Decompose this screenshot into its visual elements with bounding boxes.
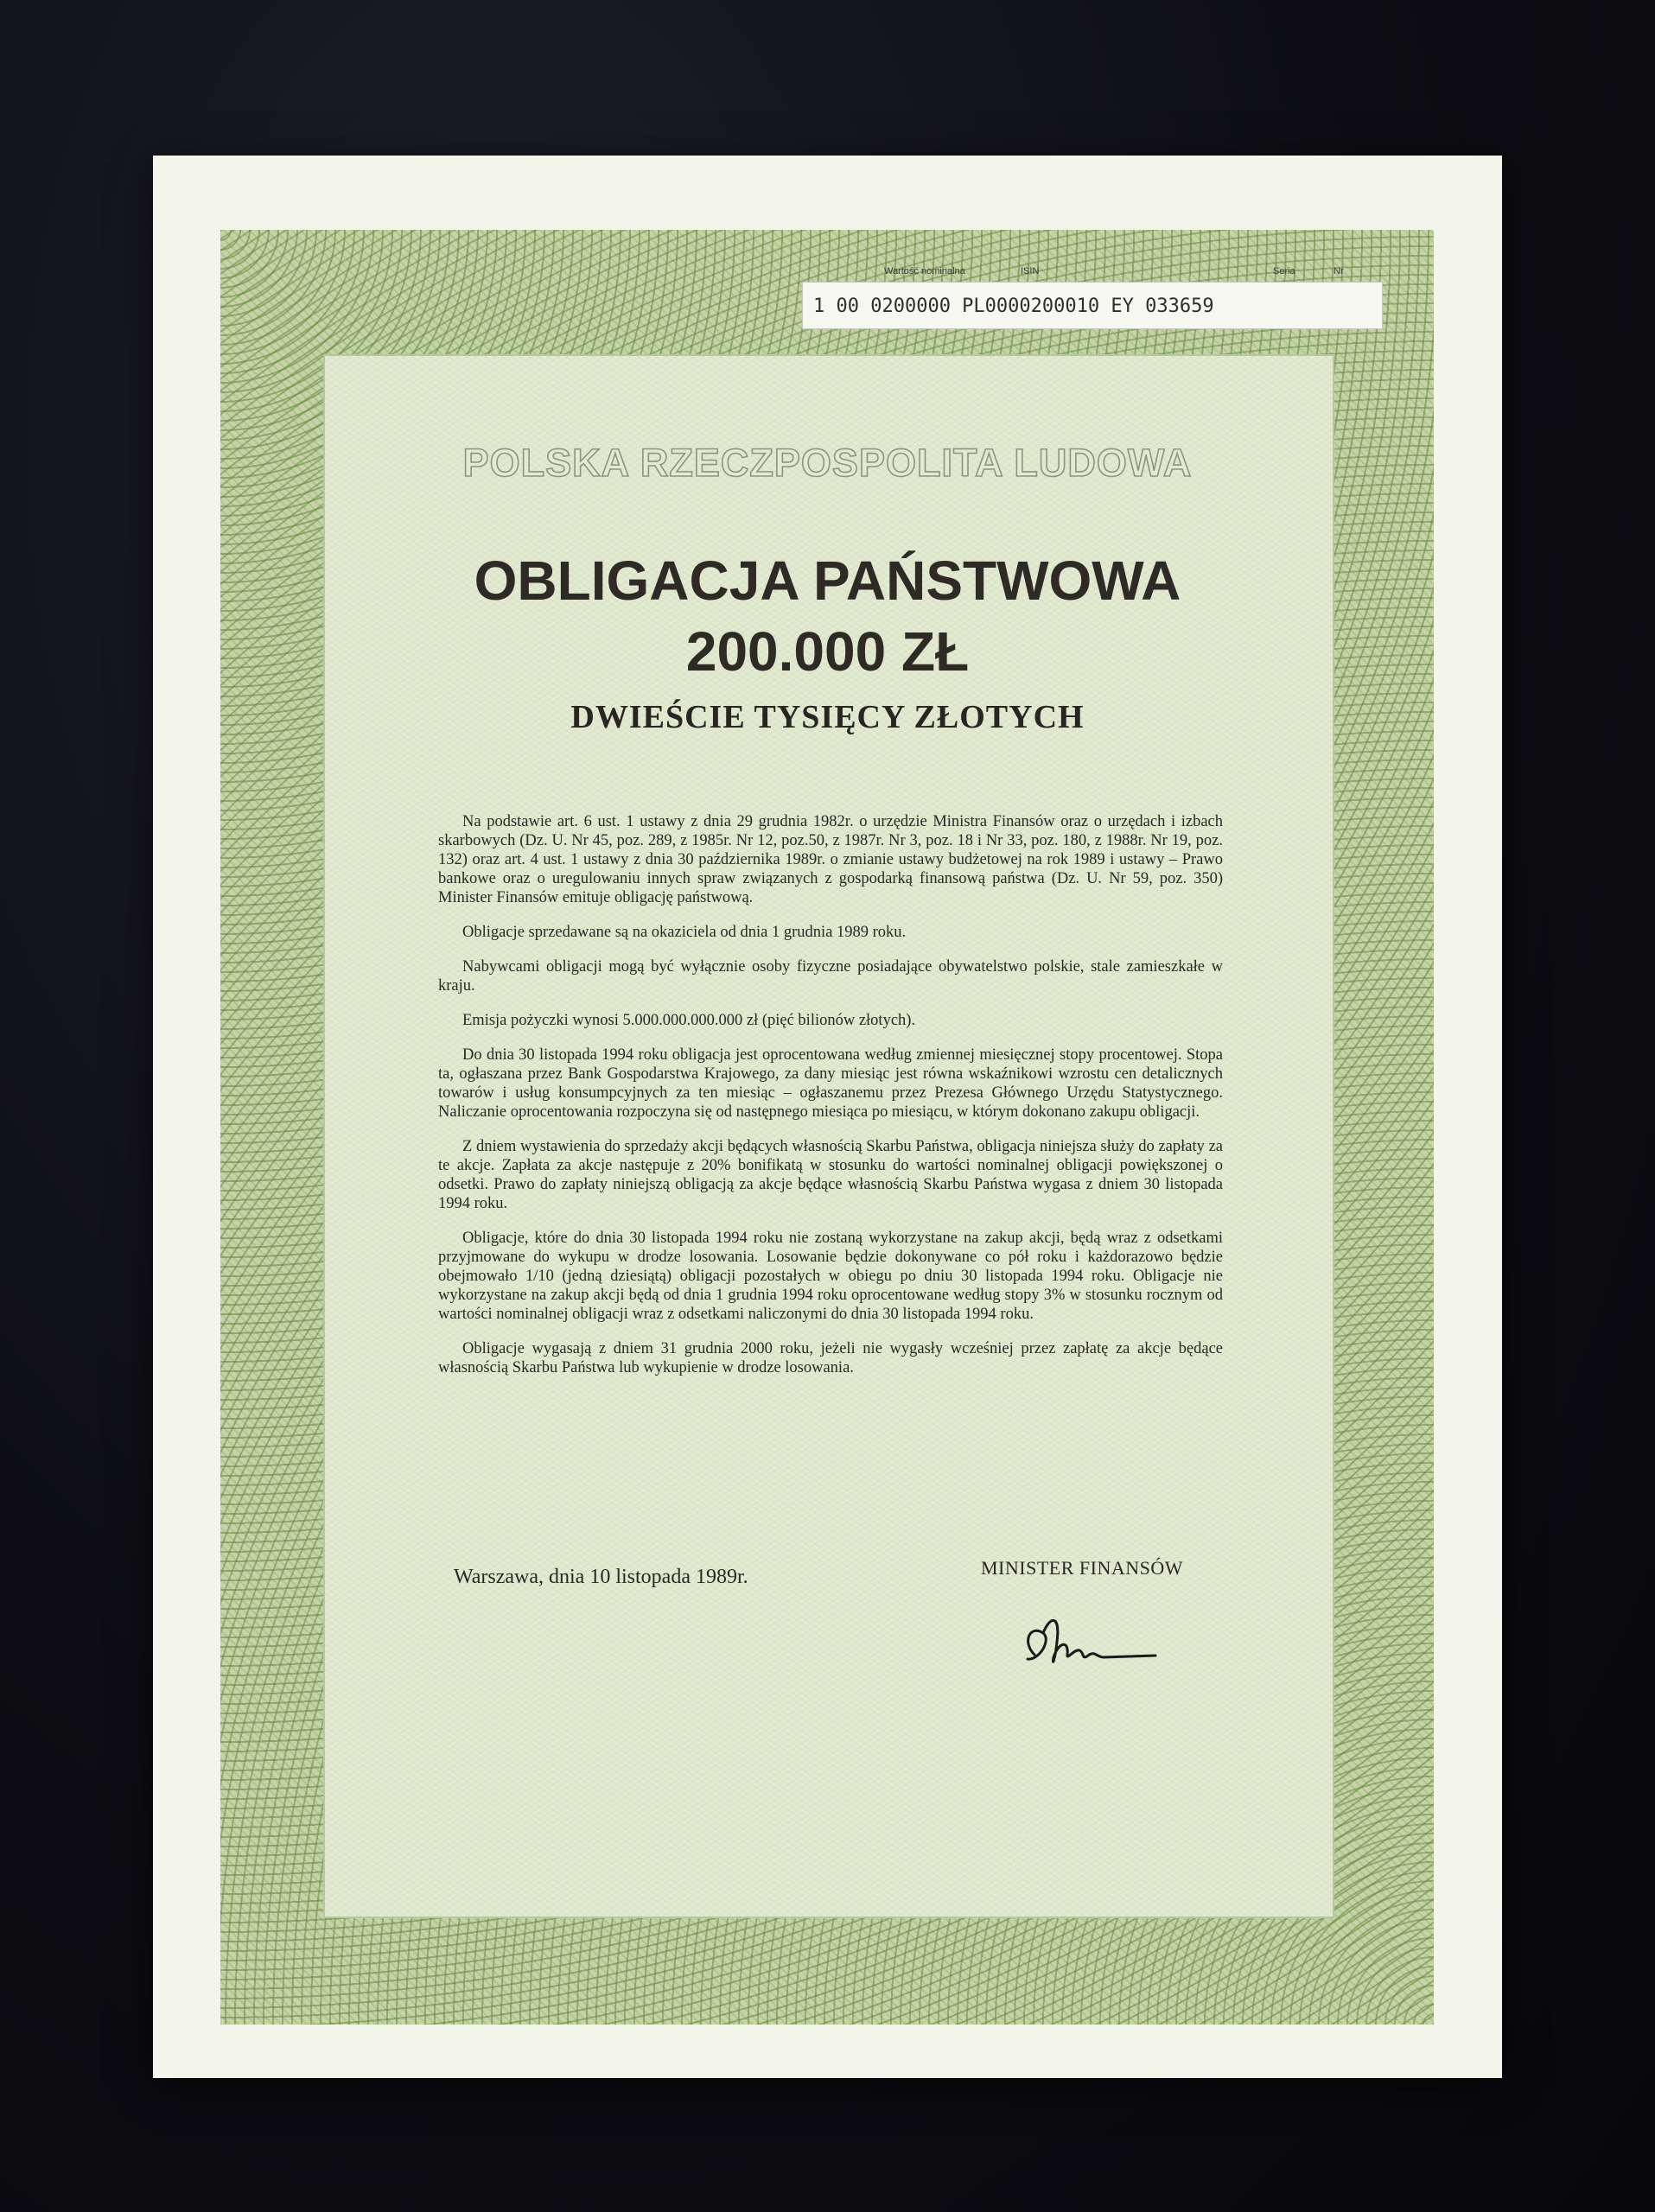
country-name: POLSKA RZECZPOSPOLITA LUDOWA: [462, 441, 1193, 485]
terms-paragraph: Na podstawie art. 6 ust. 1 ustawy z dnia 29 grudnia 1982r. o urzędzie Ministra Finansów oraz o urzędach i izbach skarbowych (Dz. U. Nr 45, poz. 289, z 1985r. Nr 12, poz.50, z 1987r. Nr 3, poz. 18 i Nr 33, poz. 180, z 1988r. Nr 19, poz. 132) oraz art. 4 ust. 1 ustawy z dnia 30 października 1989r. o zmianie ustawy budżetowej na rok 1989 i ustawy – Prawo bankowe oraz o uregulowaniu innych spraw związanych z gospodarką finansową państwa (Dz. U. Nr 59, poz. 350) Minister Finansów emituje obligację państwową.: [438, 813, 1223, 906]
bond-amount: 200.000 ZŁ: [685, 620, 970, 683]
terms-paragraph: Do dnia 30 listopada 1994 roku obligacja jest oprocentowana według zmiennej miesięcznej stopy procentowej. Stopa ta, ogłaszana przez Bank Gospodarstwa Krajowego, za dany miesiąc jest równa wskaźnikowi wzrostu cen detalicznych towarów i usług konsumpcyjnych za ten miesiąc – ogłaszanemu przez Prezesa Głównego Urzędu Statystycznego. Naliczanie oprocentowania rozpoczyna się od następnego miesiąca po miesiącu, w którym dokonano zakupu obligacji.: [438, 1046, 1223, 1121]
bond-amount-words: DWIEŚCIE TYSIĘCY ZŁOTYCH: [570, 699, 1085, 735]
signatory-title: MINISTER FINANSÓW: [981, 1557, 1183, 1579]
label-number: Nr: [1334, 266, 1344, 276]
terms-paragraph: Obligacje sprzedawane są na okaziciela od dnia 1 grudnia 1989 roku.: [462, 924, 907, 941]
label-isin: ISIN: [1021, 266, 1040, 276]
serial-number-box: 1 00 0200000 PL0000200010 EY 033659: [802, 282, 1383, 329]
terms-text: [438, 812, 1223, 1393]
terms-paragraph: Nabywcami obligacji mogą być wyłącznie osoby fizyczne posiadające obywatelstwo polskie, stale zamieszkałe w kraju.: [438, 958, 1223, 995]
terms-paragraph: Obligacje wygasają z dniem 31 grudnia 2000 roku, jeżeli nie wygasły wcześniej przez zapłatę za akcje będące własnością Skarbu Państwa lub wykupienie w drodze losowania.: [438, 1340, 1223, 1376]
place-and-date: Warszawa, dnia 10 listopada 1989r.: [454, 1566, 748, 1588]
handwritten-signature: [1017, 1607, 1190, 1685]
bond-title: OBLIGACJA PAŃSTWOWA: [474, 550, 1181, 612]
label-nominal-value: Wartość nominalna: [884, 266, 965, 276]
serial-labels: [884, 266, 1472, 282]
terms-paragraph: Emisja pożyczki wynosi 5.000.000.000.000 zł (pięć bilionów złotych).: [462, 1012, 916, 1029]
label-series: Seria: [1273, 266, 1295, 276]
terms-paragraph: Obligacje, które do dnia 30 listopada 1994 roku nie zostaną wykorzystane na zakup akcji, będą wraz z odsetkami przyjmowane do wykupu w drodze losowania. Losowanie będzie dokonywane co pół roku i każdorazowo będzie obejmowało 1/10 (jedną dziesiątą) obligacji pozostałych w obiegu po dniu 30 listopada 1994 roku. Obligacje nie wykorzystane na zakup akcji będą od dnia 1 grudnia 1994 roku oprocentowane według stopy 3% w stosunku rocznym od wartości nominalnej obligacji wraz z odsetkami naliczonymi do dnia 30 listopada 1994 roku.: [438, 1230, 1223, 1323]
terms-paragraph: Z dniem wystawienia do sprzedaży akcji będących własnością Skarbu Państwa, obligacja niniejsza służy do zapłaty za te akcje. Zapłata za akcje następuje z 20% bonifikatą w stosunku do wartości nominalnej obligacji powiększonej o odsetki. Prawo do zapłaty niniejszą obligacją za akcje będące własnością Skarbu Państwa wygasa z dniem 30 listopada 1994 roku.: [438, 1138, 1223, 1212]
bond-certificate: [153, 156, 1502, 2078]
